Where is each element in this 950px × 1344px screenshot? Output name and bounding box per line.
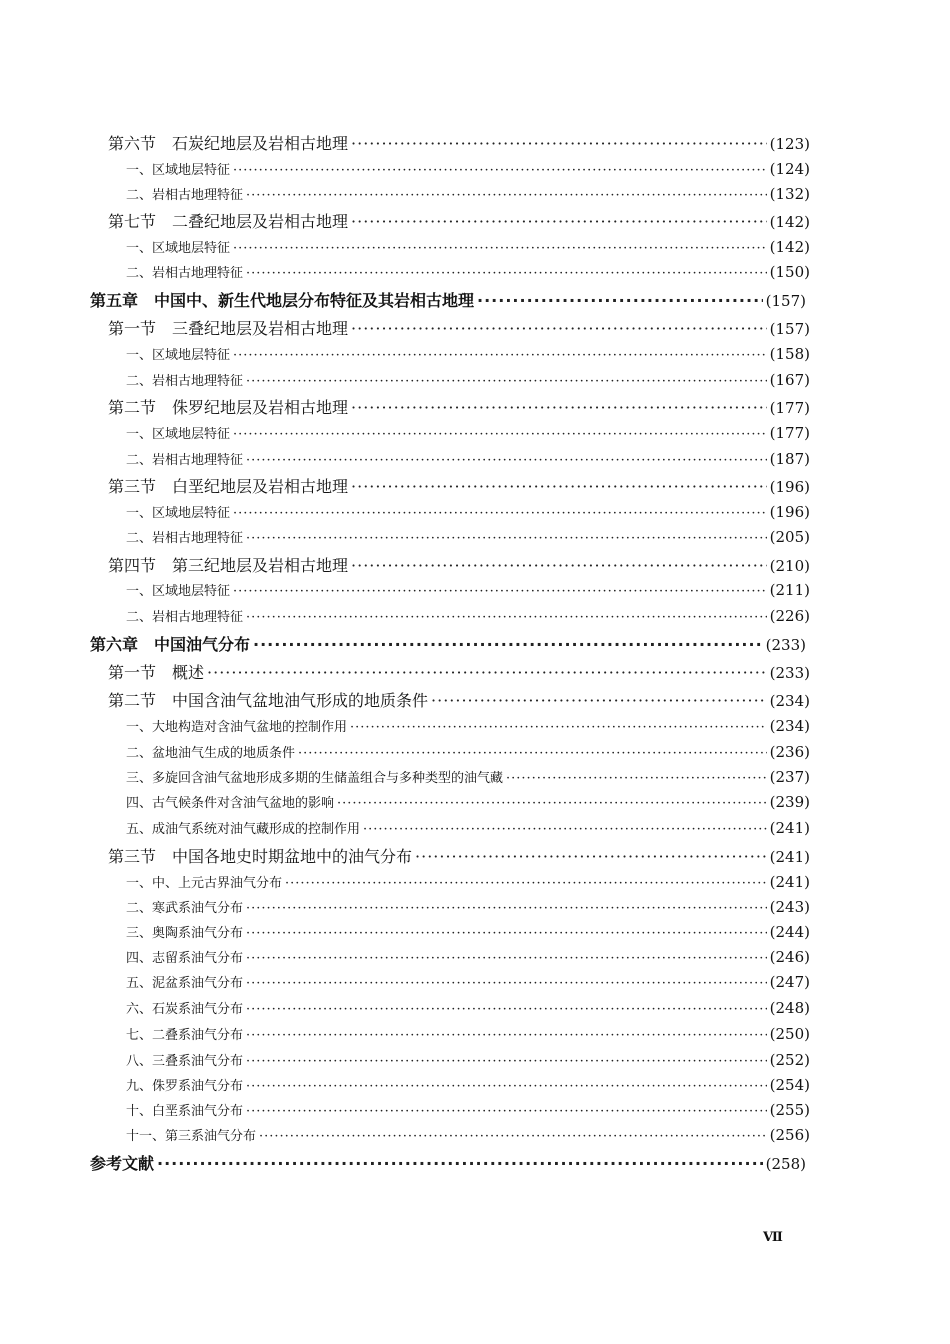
toc-subsection-entry bbox=[126, 452, 810, 467]
toc-entry-page: (158) bbox=[769, 345, 810, 363]
dot-leader bbox=[285, 877, 767, 890]
toc-entry-page: (196) bbox=[769, 478, 810, 496]
toc-entry-title: 第六节 石炭纪地层及岩相古地理 bbox=[108, 134, 349, 153]
toc-subsection-entry bbox=[126, 426, 810, 441]
dot-leader bbox=[246, 375, 767, 388]
toc-entry-title: 一、中、上元古界油气分布 bbox=[126, 876, 283, 891]
toc-entry-page: (255) bbox=[769, 1101, 810, 1119]
toc-entry-title: 四、志留系油气分布 bbox=[126, 951, 244, 966]
toc-section-entry bbox=[108, 558, 810, 574]
dot-leader bbox=[233, 164, 767, 177]
toc-subsection-entry bbox=[126, 162, 810, 177]
toc-entry-page: (124) bbox=[769, 160, 810, 178]
toc-entry-page: (142) bbox=[769, 213, 810, 231]
toc-entry-title: 第四节 第三纪地层及岩相古地理 bbox=[108, 556, 349, 575]
toc-entry-title: 第五章 中国中、新生代地层分布特征及其岩相古地理 bbox=[90, 291, 475, 310]
toc-entry-page: (177) bbox=[769, 399, 810, 417]
toc-entry-title: 二、盆地油气生成的地质条件 bbox=[126, 746, 296, 761]
toc-subsection-entry bbox=[126, 770, 810, 785]
toc-entry-title: 六、石炭系油气分布 bbox=[126, 1002, 244, 1017]
toc-subsection-entry bbox=[126, 900, 810, 915]
toc-entry-page: (211) bbox=[769, 581, 810, 599]
toc-entry-title: 二、岩相古地理特征 bbox=[126, 610, 244, 625]
dot-leader bbox=[246, 1029, 767, 1042]
toc-entry-page: (150) bbox=[769, 263, 810, 281]
toc-entry-title: 四、古气候条件对含油气盆地的影响 bbox=[126, 796, 335, 811]
toc-subsection-entry bbox=[126, 875, 810, 890]
toc-entry-title: 一、区域地层特征 bbox=[126, 163, 231, 178]
toc-entry-title: 参考文献 bbox=[90, 1154, 155, 1173]
toc-section-entry bbox=[108, 479, 810, 495]
toc-entry-title: 一、区域地层特征 bbox=[126, 427, 231, 442]
dot-leader bbox=[246, 1080, 767, 1093]
toc-subsection-entry bbox=[126, 347, 810, 362]
toc-entry-title: 二、岩相古地理特征 bbox=[126, 188, 244, 203]
toc-entry-title: 一、区域地层特征 bbox=[126, 584, 231, 599]
toc-subsection-entry bbox=[126, 1001, 810, 1016]
dot-leader bbox=[233, 585, 767, 598]
toc-chapter-entry bbox=[90, 637, 806, 653]
toc-entry-page: (241) bbox=[769, 873, 810, 891]
dot-leader bbox=[246, 952, 767, 965]
dot-leader bbox=[351, 479, 767, 495]
dot-leader bbox=[246, 902, 767, 915]
toc-entry-title: 三、奥陶系油气分布 bbox=[126, 926, 244, 941]
toc-subsection-entry bbox=[126, 1053, 810, 1068]
toc-entry-page: (241) bbox=[769, 848, 810, 866]
toc-entry-title: 二、寒武系油气分布 bbox=[126, 901, 244, 916]
toc-subsection-entry bbox=[126, 187, 810, 202]
toc-entry-title: 二、岩相古地理特征 bbox=[126, 374, 244, 389]
toc-subsection-entry bbox=[126, 505, 810, 520]
dot-leader bbox=[246, 1055, 767, 1068]
toc-subsection-entry bbox=[126, 1103, 810, 1118]
toc-entry-page: (123) bbox=[769, 135, 810, 153]
toc-entry-page: (167) bbox=[769, 371, 810, 389]
dot-leader bbox=[298, 747, 767, 760]
toc-subsection-entry bbox=[126, 240, 810, 255]
toc-entry-page: (177) bbox=[769, 424, 810, 442]
dot-leader bbox=[246, 927, 767, 940]
toc-chapter-entry bbox=[90, 293, 806, 309]
dot-leader bbox=[259, 1130, 767, 1143]
toc-entry-page: (247) bbox=[769, 973, 810, 991]
dot-leader bbox=[477, 293, 763, 309]
dot-leader bbox=[351, 558, 767, 574]
toc-entry-title: 第一节 概述 bbox=[108, 663, 205, 682]
toc-subsection-entry bbox=[126, 745, 810, 760]
toc-entry-title: 一、大地构造对含油气盆地的控制作用 bbox=[126, 720, 348, 735]
toc-entry-page: (187) bbox=[769, 450, 810, 468]
toc-entry-title: 八、三叠系油气分布 bbox=[126, 1054, 244, 1069]
toc-entry-title: 五、成油气系统对油气藏形成的控制作用 bbox=[126, 822, 361, 837]
toc-subsection-entry bbox=[126, 925, 810, 940]
toc-entry-page: (234) bbox=[769, 692, 810, 710]
toc-entry-title: 二、岩相古地理特征 bbox=[126, 266, 244, 281]
toc-entry-title: 十、白垩系油气分布 bbox=[126, 1104, 244, 1119]
toc-subsection-entry bbox=[126, 950, 810, 965]
toc-entry-title: 十一、第三系油气分布 bbox=[126, 1129, 257, 1144]
dot-leader bbox=[431, 693, 767, 709]
toc-entry-title: 第六章 中国油气分布 bbox=[90, 635, 251, 654]
toc-subsection-entry bbox=[126, 1027, 810, 1042]
toc-entry-title: 第二节 侏罗纪地层及岩相古地理 bbox=[108, 398, 349, 417]
toc-entry-page: (157) bbox=[769, 320, 810, 338]
toc-entry-title: 二、岩相古地理特征 bbox=[126, 453, 244, 468]
dot-leader bbox=[233, 242, 767, 255]
dot-leader bbox=[351, 214, 767, 230]
toc-section-entry bbox=[108, 136, 810, 152]
dot-leader bbox=[351, 136, 767, 152]
toc-entry-title: 第七节 二叠纪地层及岩相古地理 bbox=[108, 212, 349, 231]
dot-leader bbox=[157, 1156, 763, 1172]
toc-section-entry bbox=[108, 400, 810, 416]
toc-entry-title: 一、区域地层特征 bbox=[126, 506, 231, 521]
dot-leader bbox=[506, 772, 767, 785]
toc-entry-title: 三、多旋回含油气盆地形成多期的生储盖组合与多种类型的油气藏 bbox=[126, 771, 504, 786]
toc-entry-page: (243) bbox=[769, 898, 810, 916]
toc-entry-title: 九、侏罗系油气分布 bbox=[126, 1079, 244, 1094]
toc-entry-page: (241) bbox=[769, 819, 810, 837]
toc-subsection-entry bbox=[126, 1078, 810, 1093]
toc-section-entry bbox=[108, 849, 810, 865]
toc-entry-page: (157) bbox=[765, 292, 806, 310]
dot-leader bbox=[350, 721, 767, 734]
toc-entry-page: (239) bbox=[769, 793, 810, 811]
toc-entry-title: 一、区域地层特征 bbox=[126, 348, 231, 363]
page-number: Ⅶ bbox=[763, 1230, 783, 1245]
toc-subsection-entry bbox=[126, 530, 810, 545]
toc-entry-title: 一、区域地层特征 bbox=[126, 241, 231, 256]
toc-entry-page: (233) bbox=[769, 664, 810, 682]
toc-subsection-entry bbox=[126, 583, 810, 598]
toc-entry-title: 五、泥盆系油气分布 bbox=[126, 976, 244, 991]
dot-leader bbox=[246, 977, 767, 990]
toc-entry-page: (256) bbox=[769, 1126, 810, 1144]
toc-entry-page: (248) bbox=[769, 999, 810, 1017]
dot-leader bbox=[233, 349, 767, 362]
toc-entry-page: (210) bbox=[769, 557, 810, 575]
toc-entry-page: (250) bbox=[769, 1025, 810, 1043]
dot-leader bbox=[351, 400, 767, 416]
dot-leader bbox=[246, 1105, 767, 1118]
toc-entry-title: 第三节 中国各地史时期盆地中的油气分布 bbox=[108, 847, 413, 866]
toc-section-entry bbox=[108, 321, 810, 337]
dot-leader bbox=[337, 797, 767, 810]
toc-entry-page: (142) bbox=[769, 238, 810, 256]
dot-leader bbox=[351, 321, 767, 337]
toc-entry-title: 七、二叠系油气分布 bbox=[126, 1028, 244, 1043]
toc-section-entry bbox=[108, 214, 810, 230]
toc-subsection-entry bbox=[126, 1128, 810, 1143]
dot-leader bbox=[253, 637, 763, 653]
toc-entry-title: 二、岩相古地理特征 bbox=[126, 531, 244, 546]
toc-subsection-entry bbox=[126, 975, 810, 990]
toc-entry-page: (226) bbox=[769, 607, 810, 625]
toc-entry-page: (258) bbox=[765, 1155, 806, 1173]
toc-entry-page: (237) bbox=[769, 768, 810, 786]
toc-entry-page: (252) bbox=[769, 1051, 810, 1069]
dot-leader bbox=[415, 849, 767, 865]
dot-leader bbox=[246, 1003, 767, 1016]
dot-leader bbox=[246, 532, 767, 545]
toc-subsection-entry bbox=[126, 795, 810, 810]
toc-subsection-entry bbox=[126, 821, 810, 836]
toc-subsection-entry bbox=[126, 719, 810, 734]
toc-entry-title: 第三节 白垩纪地层及岩相古地理 bbox=[108, 477, 349, 496]
toc-entry-page: (234) bbox=[769, 717, 810, 735]
toc-chapter-entry bbox=[90, 1156, 806, 1172]
toc-entry-page: (233) bbox=[765, 636, 806, 654]
toc-entry-page: (132) bbox=[769, 185, 810, 203]
dot-leader bbox=[207, 665, 767, 681]
toc-entry-page: (236) bbox=[769, 743, 810, 761]
toc-subsection-entry bbox=[126, 265, 810, 280]
toc-entry-page: (196) bbox=[769, 503, 810, 521]
toc-entry-page: (205) bbox=[769, 528, 810, 546]
dot-leader bbox=[246, 454, 767, 467]
toc-entry-page: (246) bbox=[769, 948, 810, 966]
toc-entry-page: (244) bbox=[769, 923, 810, 941]
toc-entry-title: 第二节 中国含油气盆地油气形成的地质条件 bbox=[108, 691, 429, 710]
toc-subsection-entry bbox=[126, 609, 810, 624]
toc-entry-page: (254) bbox=[769, 1076, 810, 1094]
toc-subsection-entry bbox=[126, 373, 810, 388]
dot-leader bbox=[233, 428, 767, 441]
dot-leader bbox=[246, 189, 767, 202]
toc-section-entry bbox=[108, 665, 810, 681]
dot-leader bbox=[233, 507, 767, 520]
dot-leader bbox=[363, 823, 767, 836]
toc-section-entry bbox=[108, 693, 810, 709]
dot-leader bbox=[246, 611, 767, 624]
dot-leader bbox=[246, 267, 767, 280]
toc-entry-title: 第一节 三叠纪地层及岩相古地理 bbox=[108, 319, 349, 338]
